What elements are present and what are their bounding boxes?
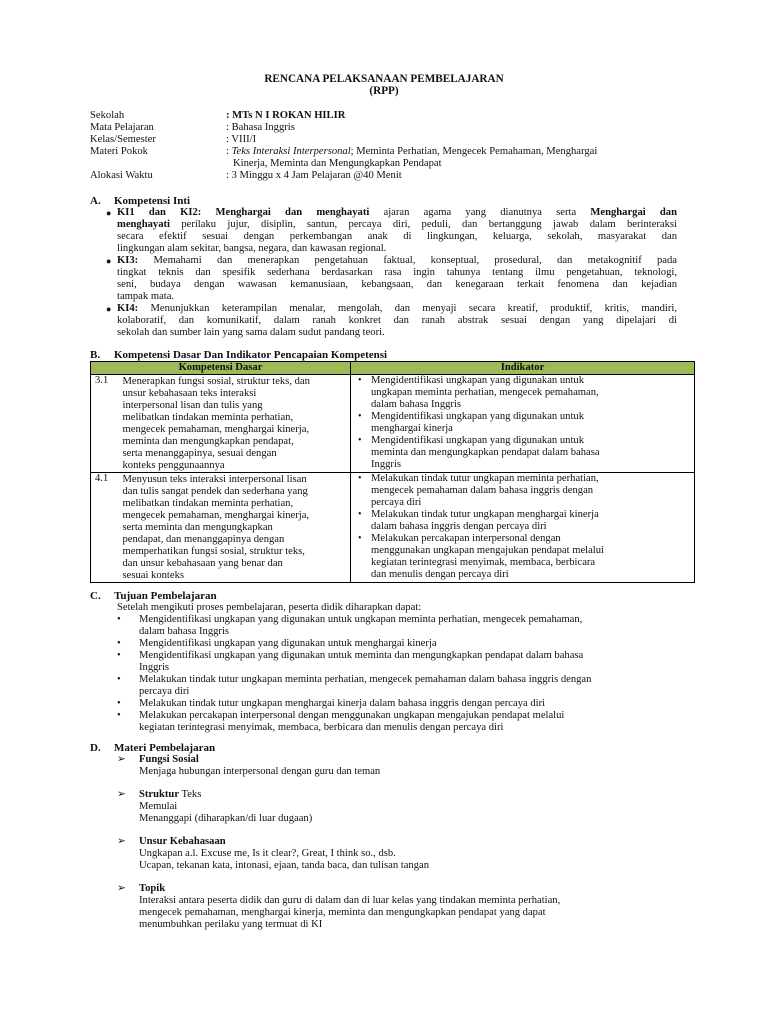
- fungsi-sosial-text: Menjaga hubungan interpersonal dengan guru dan teman: [139, 766, 381, 777]
- info-value: : Bahasa Inggris: [226, 122, 295, 133]
- arrow-bullet-icon: ➢: [117, 883, 126, 894]
- list-item: • Mengidentifikasi ungkapan yang digunakan untuk menghargai kinerja: [117, 638, 677, 650]
- table-row: [91, 473, 695, 583]
- info-value: : VIII/I: [226, 134, 257, 145]
- list-item: • Mengidentifikasi ungkapan yang digunakan untuk meminta dan mengungkapkan pendapat dalam bahasa Inggris: [371, 435, 690, 471]
- list-item: • Mengidentifikasi ungkapan yang digunakan untuk ungkapan meminta perhatian, mengecek pemahaman, dalam bahasa Inggris: [371, 375, 690, 411]
- list-item: • Melakukan tindak tutur ungkapan menghargai kinerja dalam bahasa inggris dengan percaya diri: [117, 698, 677, 710]
- document-title: RENCANA PELAKSANAAN PEMBELAJARAN: [264, 73, 504, 85]
- info-label: Materi Pokok: [90, 146, 148, 157]
- unsur-text-2: Ucapan, tekanan kata, intonasi, ejaan, tanda baca, dan tulisan tangan: [139, 860, 430, 871]
- indicator-cell: [351, 473, 695, 583]
- topik-text-2: mengecek pemahaman, menghargai kinerja, meminta dan mengungkapkan pendapat yang dapat: [139, 907, 546, 918]
- tujuan-list: [117, 614, 677, 734]
- topik-heading: ➢ Topik: [117, 883, 166, 894]
- section-a-heading: A. Kompetensi Inti: [90, 195, 191, 207]
- arrow-bullet-icon: ➢: [117, 754, 126, 765]
- struktur-heading: ➢ Struktur Teks: [117, 789, 202, 800]
- struktur-text-1: Memulai: [139, 801, 178, 812]
- bullet-icon: ●: [106, 256, 112, 266]
- list-item: • Melakukan percakapan interpersonal dengan menggunakan ungkapan mengajukan pendapat melalui kegiatan terintegrasi menyimak, membaca, berbicara dan menulis dengan percaya diri: [117, 710, 677, 734]
- kd-number: 3.1: [91, 375, 123, 473]
- document-subtitle: (RPP): [369, 85, 399, 97]
- topik-text-1: Interaksi antara peserta didik dan guru di dalam dan di luar kelas yang tindakan meminta perhatian,: [139, 895, 561, 906]
- list-item: • Mengidentifikasi ungkapan yang digunakan untuk menghargai kinerja: [371, 411, 690, 435]
- list-item: • Mengidentifikasi ungkapan yang digunakan untuk ungkapan meminta perhatian, mengecek pemahaman, dalam bahasa Inggris: [117, 614, 677, 638]
- struktur-text-2: Menanggapi (diharapkan/di luar dugaan): [139, 813, 313, 824]
- fungsi-sosial-heading: ➢ Fungsi Sosial: [117, 754, 199, 765]
- kd-text: Menerapkan fungsi sosial, struktur teks, dan unsur kebahasaan teks interaksi interpersonal lisan dan tulis yang melibatkan tindakan meminta perhatian, mengecek pemahaman, menghargai kinerja, meminta dan mengungkapkan pendapat, serta menanggapinya, sesuai dengan konteks penggunaannya: [123, 375, 351, 473]
- info-value: : Teks Interaksi Interpersonal; Meminta Perhatian, Mengecek Pemahaman, Menghargai: [226, 146, 598, 157]
- topik-text-3: menumbuhkan perilaku yang termuat di KI: [139, 919, 323, 930]
- unsur-text-1: Ungkapan a.l. Excuse me, Is it clear?, Great, I think so., dsb.: [139, 848, 396, 859]
- table-header-indikator: Indikator: [351, 362, 695, 375]
- unsur-kebahasaan-heading: ➢ Unsur Kebahasaan: [117, 836, 226, 847]
- info-label: Sekolah: [90, 110, 125, 121]
- list-item: • Melakukan tindak tutur ungkapan meminta perhatian, mengecek pemahaman dalam bahasa inggris dengan percaya diri: [371, 473, 690, 509]
- ki12-item: ● KI1 dan KI2: Menghargai dan menghayati ajaran agama yang dianutnya serta Menghargai dan menghayati perilaku jujur, disiplin, santun, percaya diri, peduli, dan bertanggung jawab dalam berinteraksi secara efektif sesuai dengan perkembangan anak di lingkungan, keluarga, sekolah, masyarakat dan lingkungan alam sekitar, bangsa, negara, dan kawasan regional.: [106, 207, 677, 254]
- info-label: Mata Pelajaran: [90, 122, 154, 133]
- arrow-bullet-icon: ➢: [117, 789, 126, 800]
- list-item: • Melakukan percakapan interpersonal dengan menggunakan ungkapan mengajukan pendapat melalui kegiatan terintegrasi menyimak, membaca, berbicara dan menulis dengan percaya diri: [371, 533, 690, 581]
- table-header-row: [91, 362, 695, 375]
- info-value-cont: Kinerja, Meminta dan Mengungkapkan Pendapat: [233, 158, 442, 169]
- section-c-intro: Setelah mengikuti proses pembelajaran, peserta didik diharapkan dapat:: [117, 602, 422, 613]
- list-item: • Melakukan tindak tutur ungkapan menghargai kinerja dalam bahasa inggris dengan percaya diri: [371, 509, 690, 533]
- indicator-cell: [351, 375, 695, 473]
- section-c-heading: C. Tujuan Pembelajaran: [90, 590, 217, 602]
- table-header-kd: Kompetensi Dasar: [91, 362, 351, 375]
- section-d-heading: D. Materi Pembelajaran: [90, 742, 216, 754]
- ki4-item: ● KI4: Menunjukkan keterampilan menalar, mengolah, dan menyaji secara kreatif, produktif, kritis, mandiri, kolaboratif, dan komunikatif, dalam ranah konkret dan ranah abstrak sesuai dengan yang dipelajari di sekolah dan sumber lain yang sama dalam sudut pandang teori.: [106, 303, 677, 338]
- ki3-item: ● KI3: Memahami dan menerapkan pengetahuan faktual, konseptual, prosedural, dan metakognitif pada tingkat teknis dan spesifik sederhana berdasarkan rasa ingin tahunya tentang ilmu pengetahuan, teknologi, seni, budaya dengan wawasan kemanusiaan, kebangsaan, dan kenegaraan terkait fenomena dan kejadian tampak mata.: [106, 255, 677, 302]
- kd-indicator-table: [90, 361, 695, 583]
- kd-text: Menyusun teks interaksi interpersonal lisan dan tulis sangat pendek dan sederhana yang melibatkan tindakan meminta perhatian, mengecek pemahaman, menghargai kinerja, serta meminta dan mengungkapkan pendapat, dan menanggapinya dengan memperhatikan fungsi sosial, struktur teks, dan unsur kebahasaan yang benar dan sesuai konteks: [123, 473, 351, 583]
- list-item: • Mengidentifikasi ungkapan yang digunakan untuk meminta dan mengungkapkan pendapat dalam bahasa Inggris: [117, 650, 677, 674]
- info-value: : MTs N I ROKAN HILIR: [226, 110, 346, 121]
- info-value: : 3 Minggu x 4 Jam Pelajaran @40 Menit: [226, 170, 402, 181]
- bullet-icon: ●: [106, 304, 112, 314]
- section-b-heading: B. Kompetensi Dasar Dan Indikator Pencapaian Kompetensi: [90, 349, 388, 361]
- bullet-icon: ●: [106, 208, 112, 218]
- list-item: • Melakukan tindak tutur ungkapan meminta perhatian, mengecek pemahaman dalam bahasa inggris dengan percaya diri: [117, 674, 677, 698]
- kd-number: 4.1: [91, 473, 123, 583]
- arrow-bullet-icon: ➢: [117, 836, 126, 847]
- info-label: Kelas/Semester: [90, 134, 156, 145]
- table-row: [91, 375, 695, 473]
- info-label: Alokasi Waktu: [90, 170, 153, 181]
